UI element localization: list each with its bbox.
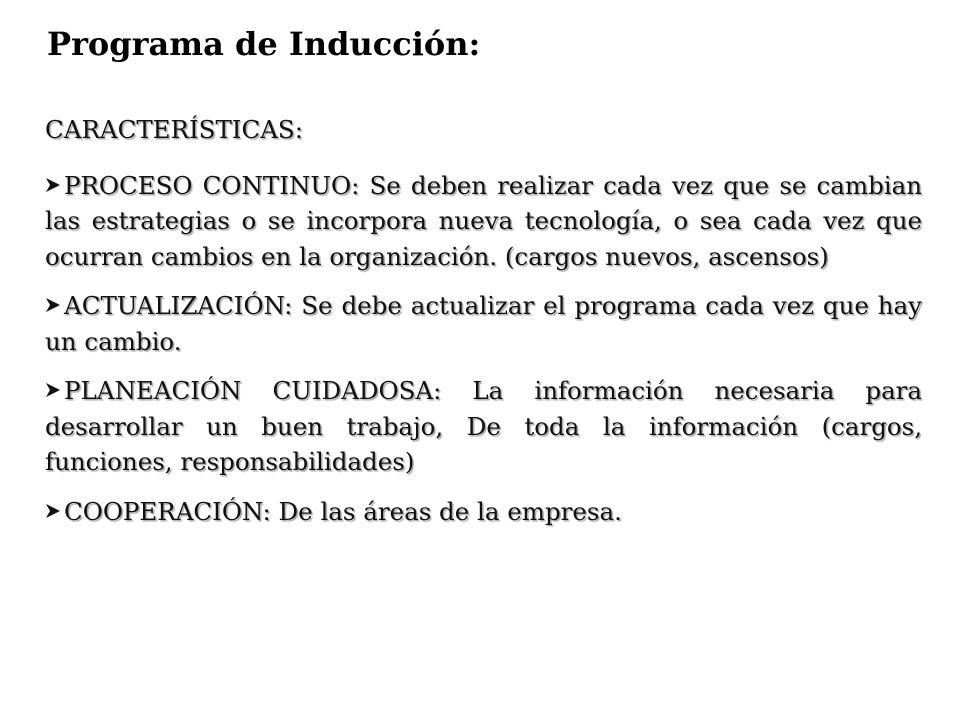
bullet-item [45,494,922,530]
arrow-right-icon [45,297,63,313]
bullet-item [45,168,922,275]
bullet-text: COOPERACIÓN: De las áreas de la empresa. [64,496,622,526]
bullet-text: ACTUALIZACIÓN: Se debe actualizar el programa cada vez que hay un cambio. [45,291,922,356]
section-heading: CARACTERÍSTICAS: [45,115,303,144]
arrow-right-icon [45,177,63,193]
bullet-text: PLANEACIÓN CUIDADOSA: La información necesaria para desarrollar un buen trabajo, De toda la información (cargos, funciones, responsabilidades) [45,376,922,476]
bullet-text: PROCESO CONTINUO: Se deben realizar cada vez que se cambian las estrategias o se incorpora nueva tecnología, o sea cada vez que ocurran cambios en la organización. (cargos nuevos, ascensos) [45,170,922,271]
bullet-item [45,288,922,359]
bullet-item [45,373,922,480]
slide-title: Programa de Inducción: [47,25,481,63]
arrow-right-icon [45,503,63,519]
slide-content [45,112,922,543]
arrow-right-icon [45,382,63,398]
